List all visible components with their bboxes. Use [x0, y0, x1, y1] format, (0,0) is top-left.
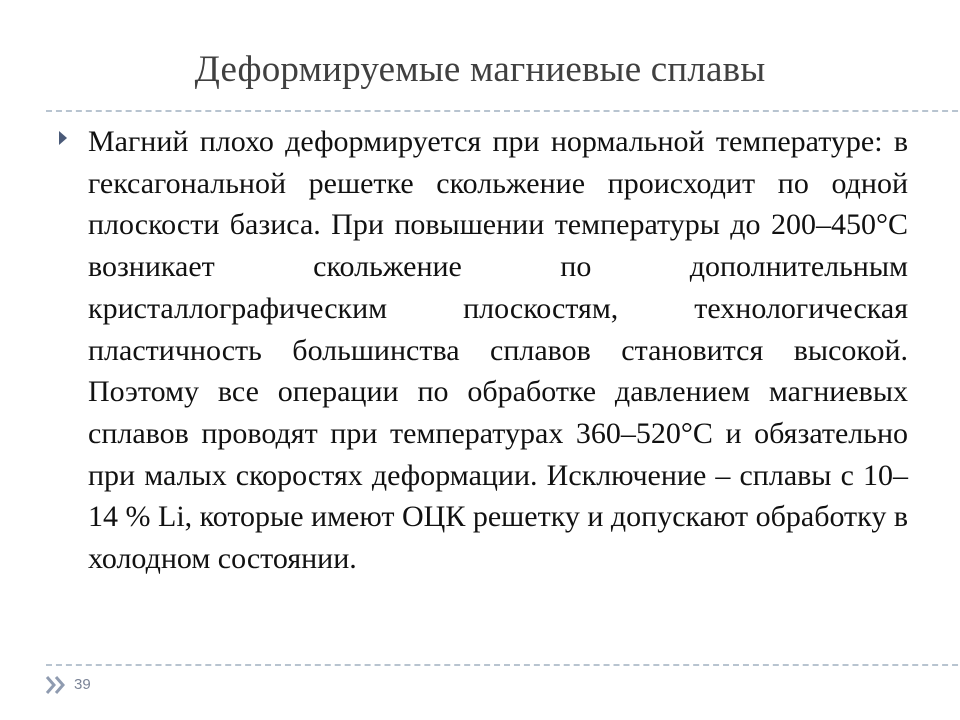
body-paragraph: Магний плохо деформируется при нормальной температуре: в гексагональной решетке скольжение происходит по одной плоскости базиса. При повышении температуры до 200–450°С возникает скольжение по дополнительным кристаллографическим плоскостям, технологическая пластичность большинства сплавов становится высокой. Поэтому все операции по обработке давлением магниевых сплавов проводят при температурах 360–520°С и обязательно при малых скоростях деформации. Исключение – сплавы с 10–14 % Li, которые имеют ОЦК решетку и допускают обработку в холодном состоянии. [88, 125, 908, 576]
bottom-divider [46, 664, 960, 666]
slide-title: Деформируемые магниевые сплавы [194, 49, 766, 90]
triangle-bullet-icon [59, 131, 67, 145]
top-divider [46, 110, 960, 112]
double-chevron-icon [45, 675, 67, 695]
page-number: 39 [74, 676, 91, 693]
